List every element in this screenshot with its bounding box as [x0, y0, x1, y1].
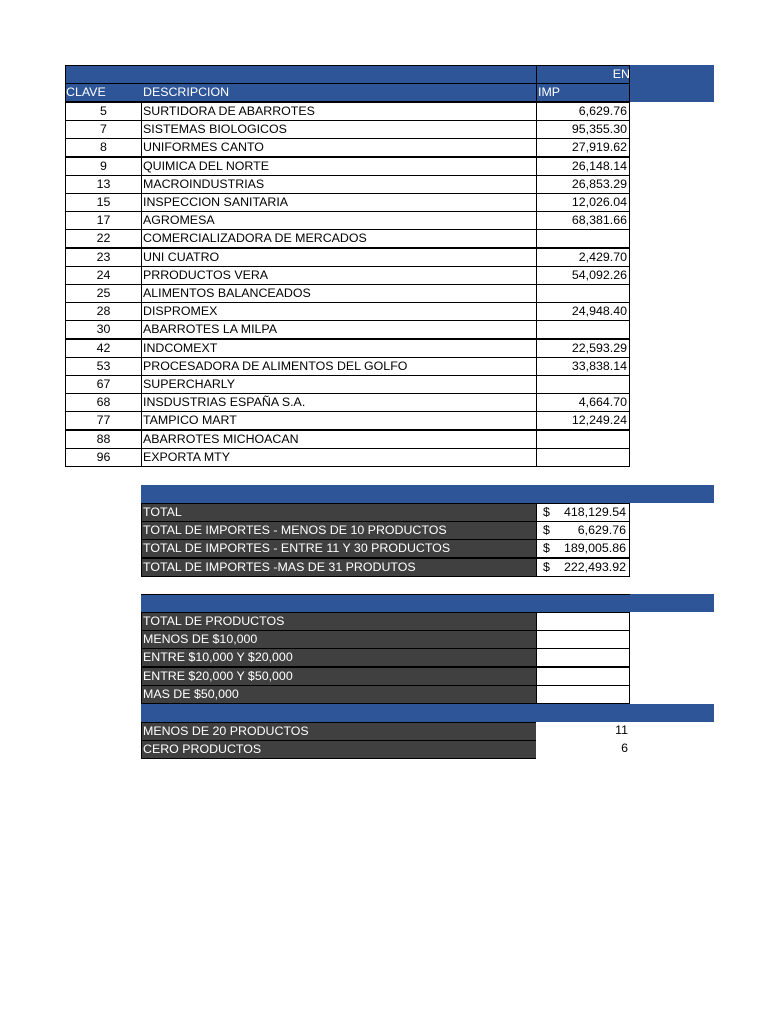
cell-clave[interactable]: 5 [65, 102, 142, 121]
cell-imp[interactable]: 33,838.14 [536, 357, 630, 376]
cell-imp[interactable] [536, 229, 630, 248]
product-counts-header-band [141, 594, 714, 612]
cell-descripcion[interactable]: ALIMENTOS BALANCEADOS [141, 284, 537, 303]
total-amount: 222,493.92 [563, 560, 626, 574]
cell-descripcion[interactable]: INDCOMEXT [141, 339, 537, 358]
cell-clave[interactable]: 17 [65, 211, 142, 230]
count-label[interactable]: ENTRE $20,000 Y $50,000 [141, 667, 537, 686]
cell-imp[interactable] [536, 375, 630, 394]
currency-symbol: $ [543, 523, 550, 537]
cell-descripcion[interactable]: DISPROMEX [141, 302, 537, 321]
cell-clave[interactable]: 24 [65, 266, 142, 285]
total-amount: 189,005.86 [563, 541, 626, 555]
cell-clave[interactable]: 13 [65, 175, 142, 194]
total-label[interactable]: TOTAL DE IMPORTES - ENTRE 11 Y 30 PRODUCTOS [141, 539, 537, 558]
total-value-cell[interactable] [536, 539, 630, 558]
cell-clave[interactable]: 68 [65, 393, 142, 412]
cell-clave[interactable]: 77 [65, 411, 142, 430]
cell-descripcion[interactable]: INSDUSTRIAS ESPAÑA S.A. [141, 393, 537, 412]
column-header-imp: IMP [538, 85, 561, 99]
cell-imp[interactable]: 95,355.30 [536, 120, 630, 139]
column-header-clave: CLAVE [66, 85, 106, 99]
cell-descripcion[interactable]: SUPERCHARLY [141, 375, 537, 394]
total-amount: 418,129.54 [563, 505, 626, 519]
cell-clave[interactable]: 67 [65, 375, 142, 394]
cell-imp[interactable]: 12,026.04 [536, 193, 630, 212]
cell-imp[interactable] [536, 320, 630, 339]
threshold-label[interactable]: MENOS DE 20 PRODUCTOS [141, 722, 537, 741]
currency-symbol: $ [543, 541, 550, 555]
total-amount: 6,629.76 [577, 523, 626, 537]
cell-imp[interactable]: 24,948.40 [536, 302, 630, 321]
cell-clave[interactable]: 28 [65, 302, 142, 321]
cell-imp[interactable]: 27,919.62 [536, 138, 630, 157]
cell-clave[interactable]: 42 [65, 339, 142, 358]
cell-descripcion[interactable]: PRRODUCTOS VERA [141, 266, 537, 285]
cell-imp[interactable] [536, 284, 630, 303]
total-label[interactable]: TOTAL DE IMPORTES -MAS DE 31 PRODUTOS [141, 558, 537, 577]
cell-imp[interactable]: 54,092.26 [536, 266, 630, 285]
count-label[interactable]: MENOS DE $10,000 [141, 630, 537, 649]
currency-symbol: $ [543, 505, 550, 519]
cell-imp[interactable]: 12,249.24 [536, 411, 630, 430]
count-label[interactable]: ENTRE $10,000 Y $20,000 [141, 648, 537, 667]
cell-descripcion[interactable]: COMERCIALIZADORA DE MERCADOS [141, 229, 537, 248]
header-corner-label: EN [612, 67, 630, 81]
total-value-cell[interactable] [536, 503, 630, 522]
cell-imp[interactable] [536, 430, 630, 449]
cell-clave[interactable]: 88 [65, 430, 142, 449]
cell-imp[interactable]: 4,664.70 [536, 393, 630, 412]
cell-descripcion[interactable]: PROCESADORA DE ALIMENTOS DEL GOLFO [141, 357, 537, 376]
count-label[interactable]: TOTAL DE PRODUCTOS [141, 612, 537, 631]
cell-imp[interactable]: 26,148.14 [536, 157, 630, 176]
cell-clave[interactable]: 8 [65, 138, 142, 157]
cell-clave[interactable]: 15 [65, 193, 142, 212]
product-counts-header-rule [141, 594, 630, 595]
cell-clave[interactable]: 22 [65, 229, 142, 248]
cell-imp[interactable]: 68,381.66 [536, 211, 630, 230]
cell-imp[interactable] [536, 448, 630, 467]
cell-imp[interactable]: 26,853.29 [536, 175, 630, 194]
cell-descripcion[interactable]: UNI CUATRO [141, 248, 537, 267]
cell-descripcion[interactable]: SISTEMAS BIOLOGICOS [141, 120, 537, 139]
currency-symbol: $ [543, 560, 550, 574]
totals-header-band [141, 485, 714, 503]
cell-clave[interactable]: 7 [65, 120, 142, 139]
total-value-cell[interactable] [536, 558, 630, 577]
total-value-cell[interactable] [536, 521, 630, 540]
threshold-value[interactable]: 6 [536, 740, 630, 759]
count-value[interactable] [536, 648, 630, 667]
cell-descripcion[interactable]: INSPECCION SANITARIA [141, 193, 537, 212]
cell-descripcion[interactable]: ABARROTES MICHOACAN [141, 430, 537, 449]
total-label[interactable]: TOTAL DE IMPORTES - MENOS DE 10 PRODUCTOS [141, 521, 537, 540]
count-value[interactable] [536, 667, 630, 686]
cell-descripcion[interactable]: SURTIDORA DE ABARROTES [141, 102, 537, 121]
header-divider-v [536, 65, 537, 102]
cell-imp[interactable]: 6,629.76 [536, 102, 630, 121]
cell-descripcion[interactable]: UNIFORMES CANTO [141, 138, 537, 157]
cell-descripcion[interactable]: QUIMICA DEL NORTE [141, 157, 537, 176]
threshold-label[interactable]: CERO PRODUCTOS [141, 740, 537, 759]
cell-descripcion[interactable]: ABARROTES LA MILPA [141, 320, 537, 339]
cell-clave[interactable]: 9 [65, 157, 142, 176]
count-value[interactable] [536, 630, 630, 649]
total-label[interactable]: TOTAL [141, 503, 537, 522]
cell-descripcion[interactable]: MACROINDUSTRIAS [141, 175, 537, 194]
count-value[interactable] [536, 612, 630, 631]
count-value[interactable] [536, 685, 630, 704]
cell-clave[interactable]: 25 [65, 284, 142, 303]
cell-descripcion[interactable]: AGROMESA [141, 211, 537, 230]
threshold-value[interactable]: 11 [536, 722, 630, 741]
cell-imp[interactable]: 22,593.29 [536, 339, 630, 358]
cell-clave[interactable]: 30 [65, 320, 142, 339]
cell-descripcion[interactable]: TAMPICO MART [141, 411, 537, 430]
column-header-descripcion: DESCRIPCION [143, 85, 230, 99]
cell-clave[interactable]: 96 [65, 448, 142, 467]
cell-descripcion[interactable]: EXPORTA MTY [141, 448, 537, 467]
thresholds-header-band [141, 704, 714, 722]
cell-clave[interactable]: 53 [65, 357, 142, 376]
cell-imp[interactable]: 2,429.70 [536, 248, 630, 267]
count-label[interactable]: MAS DE $50,000 [141, 685, 537, 704]
cell-clave[interactable]: 23 [65, 248, 142, 267]
